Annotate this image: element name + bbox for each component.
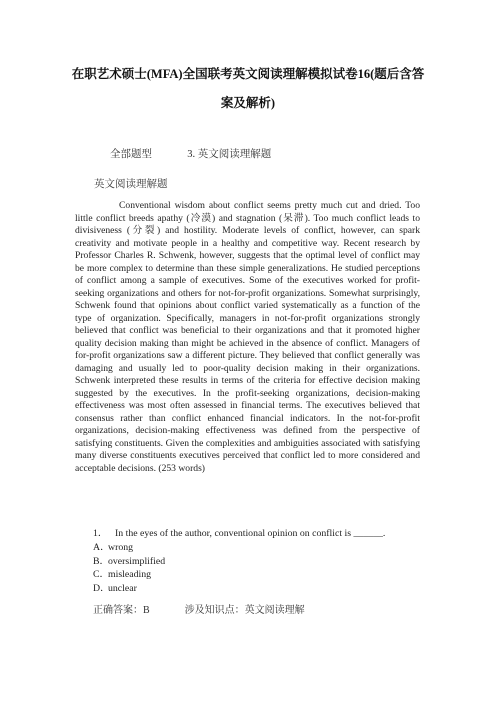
option-text: oversimplified <box>108 555 166 567</box>
option-b <box>93 555 165 569</box>
reading-passage <box>75 200 420 475</box>
document-title-line-1: 在职艺术硕士(MFA)全国联考英文阅读理解模拟试卷16(题后含答 <box>71 67 425 81</box>
answer-options <box>93 541 165 595</box>
answer-line <box>93 601 305 616</box>
knowledge-point: 涉及知识点：英文阅读理解 <box>184 605 305 616</box>
option-a <box>93 541 165 555</box>
question-type-value: 3. 英文阅读理解题 <box>187 149 272 160</box>
option-text: unclear <box>108 582 137 594</box>
question-number: 1． <box>93 528 108 539</box>
correct-answer: 正确答案：B <box>93 605 150 616</box>
option-letter: D． <box>93 582 110 594</box>
passage-text: Conventional wisdom about conflict seems pretty much cut and dried. Too little conflict breeds apathy (冷漠) and stagnation (呆滞). Too much conflict leads to divisiveness (分裂) and hostility. Moderate levels of conflict, however, can spark creativity and motivate people in a healthy and competitive way. Recent research by Professor Charles R. Schwenk, however, suggests that the optimal level of conflict may be more complex to determine than these simple generalizations. He studied perceptions of conflict among a sample of executives. Some of the executives worked for profit-seeking organizations and others for not-for-profit organizations. Somewhat surprisingly, Schwenk found that opinions about conflict varied systematically as a function of the type of organization. Specifically, managers in not-for-profit organizations strongly believed that conflict was beneficial to their organizations and that it promoted higher quality decision making than might be achieved in the absence of conflict. Managers of for-profit organizations saw a different picture. They believed that conflict generally was damaging and usually led to poor-quality decision making in their organizations. Schwenk interpreted these results in terms of the criteria for effective decision making suggested by the executives. In the profit-seeking organizations, decision-making effectiveness was most often assessed in financial terms. The executives believed that consensus rather than conflict enhanced financial indicators. In the not-for-profit organizations, decision-making effectiveness was defined from the perspective of satisfying constituents. Given the complexities and ambiguities associated with satisfying many diverse constituents executives perceived that conflict led to more considered and acceptable decisions. (253 words) <box>75 200 420 474</box>
document-title-line-2: 案及解析) <box>220 96 276 110</box>
option-text: misleading <box>108 569 151 580</box>
option-letter: B． <box>93 555 110 567</box>
option-letter: A． <box>93 542 110 553</box>
question-text: In the eyes of the author, conventional opinion on conflict is ______. <box>115 528 386 539</box>
question-type-meta <box>110 146 271 161</box>
option-letter: C． <box>93 569 110 580</box>
option-text: wrong <box>108 542 134 553</box>
section-heading: 英文阅读理解题 <box>94 179 168 190</box>
question-1 <box>93 527 385 540</box>
option-d <box>93 582 165 596</box>
option-c <box>93 568 165 582</box>
question-type-label: 全部题型 <box>110 149 152 160</box>
